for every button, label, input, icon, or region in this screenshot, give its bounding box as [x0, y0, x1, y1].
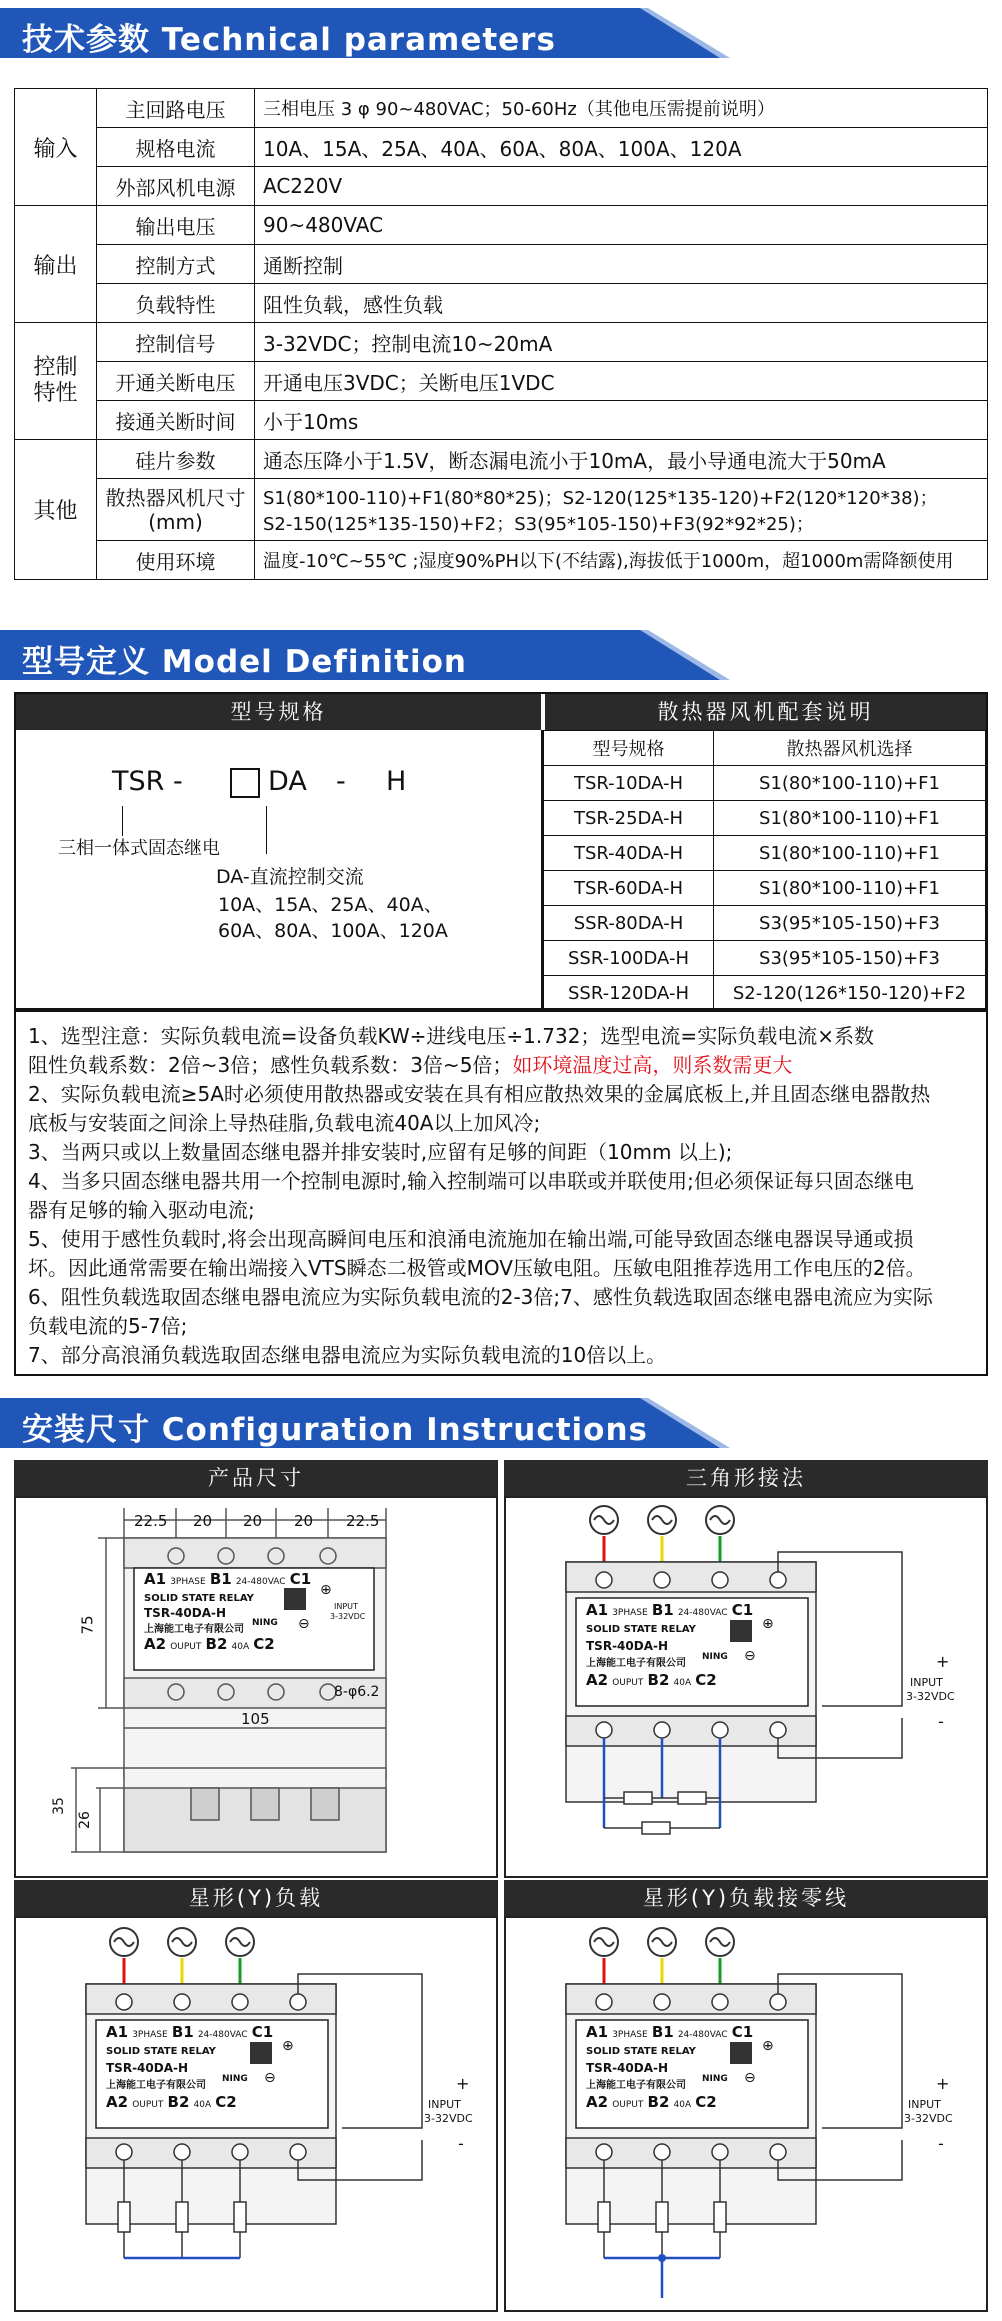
relay-label-small: A1 3PHASE B1 24-480VAC C1 SOLID STATE RELAY TSR-40DA-H 上海能工电子有限公司 A2 OUPUT B2 40A C2: [144, 1570, 312, 1653]
section-header-tech: [0, 0, 1002, 66]
plus-sign: +: [936, 1652, 950, 1671]
param-key: 散热器风机尺寸(mm): [97, 479, 255, 541]
panel-star: [14, 1916, 498, 2312]
param-key: 硅片参数: [97, 440, 255, 479]
note-line: 底板与安装面之间涂上导热硅脂,负载电流40A以上加风冷;: [28, 1111, 541, 1135]
vdc-label: 3-32VDC: [904, 2112, 953, 2125]
model-left-title: 型号规格: [16, 694, 541, 730]
heatsink-row: [544, 941, 986, 976]
section-header-install: [0, 1390, 1002, 1456]
dim-hole: 8-φ6.2: [334, 1684, 380, 1700]
param-row: [15, 206, 988, 245]
section-title: 型号定义 Model Definition: [22, 644, 467, 680]
param-value: AC220V: [255, 167, 988, 206]
heatsink-cell: TSR-25DA-H: [544, 801, 714, 836]
param-value: 通态压降小于1.5V，断态漏电流小于10mA，最小导通电流大于50mA: [255, 440, 988, 479]
param-row: [15, 479, 988, 541]
relay-label: A1 3PHASE B1 24-480VAC C1 SOLID STATE RELAY TSR-40DA-H 上海能工电子有限公司 A2 OUPUT B2 40A C2: [586, 1601, 754, 1689]
param-row: [15, 440, 988, 479]
dim-label: 22.5: [346, 1512, 380, 1530]
dim-height: 75: [78, 1615, 97, 1635]
heatsink-cell: S2-120(126*150-120)+F2: [714, 976, 986, 1011]
install-header-row-1: [14, 1460, 988, 1496]
dim-width: 105: [241, 1710, 270, 1728]
input-label: INPUT: [334, 1602, 358, 1611]
vdc-label: 3-32VDC: [330, 1612, 366, 1621]
param-row: [15, 167, 988, 206]
plus-terminal-icon: ⊕: [762, 2038, 774, 2054]
dim-26: 26: [76, 1811, 93, 1829]
param-key: 接通关断时间: [97, 401, 255, 440]
param-key: 规格电流: [97, 128, 255, 167]
plus-terminal-icon: ⊕: [282, 2038, 294, 2054]
heatsink-head-cell: 散热器风机选择: [714, 731, 986, 766]
param-key: 外部风机电源: [97, 167, 255, 206]
heatsink-table: [543, 730, 986, 1011]
param-row: [15, 323, 988, 362]
model-definition: [14, 692, 988, 1010]
param-row: [15, 89, 988, 128]
note-line: 坏。因此通常需要在输出端接入VTS瞬态二极管或MOV压敏电阻。压敏电阻推荐选用工作电压的2倍。: [28, 1256, 926, 1280]
dim-35: 35: [50, 1797, 67, 1815]
param-value: 阻性负载，感性负载: [255, 284, 988, 323]
heatsink-row: [544, 906, 986, 941]
heatsink-cell: TSR-10DA-H: [544, 766, 714, 801]
param-value: [255, 479, 988, 541]
params-table: [14, 88, 988, 580]
heatsink-row: [544, 766, 986, 801]
heatsink-cell: S1(80*100-110)+F1: [714, 801, 986, 836]
input-label: INPUT: [908, 2098, 941, 2111]
panel-title-dimensions: 产品尺寸: [14, 1460, 498, 1496]
param-value: 三相电压 3 φ 90~480VAC；50-60Hz（其他电压需提前说明）: [255, 89, 988, 128]
panel-delta: [504, 1496, 988, 1878]
dim-label: 20: [294, 1512, 314, 1530]
minus-terminal-icon: ⊖: [298, 1616, 310, 1632]
param-group: 其他: [15, 440, 97, 580]
section-header-model: [0, 622, 1002, 688]
currents-line-2: 60A、80A、100A、120A: [218, 920, 448, 942]
minus-sign: -: [938, 2134, 944, 2153]
note-line: 3、当两只或以上数量固态继电器并排安装时,应留有足够的间距（10mm 以上);: [28, 1140, 733, 1164]
panel-title-star-neutral: 星形(Y)负载接零线: [504, 1880, 988, 1916]
param-group: 输出: [15, 206, 97, 323]
param-group: 输入: [15, 89, 97, 206]
note-line: 2、实际负载电流≥5A时必须使用散热器或安装在具有相应散热效果的金属底板上,并且固态继电器散热: [28, 1082, 931, 1106]
plus-sign: +: [936, 2074, 950, 2093]
vdc-label: 3-32VDC: [424, 2112, 473, 2125]
param-value: 温度-10℃~55℃ ;湿度90%PH以下(不结露),海拔低于1000m，超1000m需降额使用: [255, 541, 988, 580]
param-value: 10A、15A、25A、40A、60A、80A、100A、120A: [255, 128, 988, 167]
param-row: [15, 401, 988, 440]
param-value: 小于10ms: [255, 401, 988, 440]
param-value: 开通电压3VDC；关断电压1VDC: [255, 362, 988, 401]
heatsink-cell: TSR-40DA-H: [544, 836, 714, 871]
heatsink-head-row: [544, 731, 986, 766]
param-row: [15, 362, 988, 401]
heatsink-cell: S1(80*100-110)+F1: [714, 766, 986, 801]
model-right-title: 散热器风机配套说明: [543, 694, 986, 730]
note-line: 器有足够的输入驱动电流;: [28, 1198, 255, 1222]
code-mid: DA: [268, 766, 307, 797]
brand-logo: NING: [222, 2074, 248, 2084]
note-line: 4、当多只固态继电器共用一个控制电源时,输入控制端可以串联或并联使用;但必须保证每只固态继电: [28, 1169, 914, 1193]
install-header-row-2: [14, 1880, 988, 1916]
param-key: 控制信号: [97, 323, 255, 362]
relay-label: A1 3PHASE B1 24-480VAC C1 SOLID STATE RELAY TSR-40DA-H 上海能工电子有限公司 A2 OUPUT B2 40A C2: [586, 2023, 754, 2111]
heatsink-row: [544, 976, 986, 1011]
param-row: [15, 284, 988, 323]
param-row: [15, 128, 988, 167]
heatsink-cell: SSR-100DA-H: [544, 941, 714, 976]
panel-star-neutral: [504, 1916, 988, 2312]
code-prefix: TSR -: [112, 766, 183, 797]
param-key: 负载特性: [97, 284, 255, 323]
param-key: 开通关断电压: [97, 362, 255, 401]
vdc-label: 3-32VDC: [906, 1690, 955, 1703]
param-row: [15, 541, 988, 580]
currents-line-1: 10A、15A、25A、40A、: [218, 894, 443, 916]
input-label: INPUT: [428, 2098, 461, 2111]
note-line: 5、使用于感性负载时,将会出现高瞬间电压和浪涌电流施加在输出端,可能导致固态继电器误导通或损: [28, 1227, 914, 1251]
param-key: 控制方式: [97, 245, 255, 284]
note-line: 负载电流的5-7倍;: [28, 1314, 188, 1338]
note-warning: 如环境温度过高，则系数需更大: [512, 1053, 793, 1077]
note-line: 7、部分高浪涌负载选取固态继电器电流应为实际负载电流的10倍以上。: [28, 1343, 667, 1367]
param-key: 主回路电压: [97, 89, 255, 128]
param-row: [15, 245, 988, 284]
heatsink-head-cell: 型号规格: [544, 731, 714, 766]
panel-title-star: 星形(Y)负载: [14, 1880, 498, 1916]
param-value: 90~480VAC: [255, 206, 988, 245]
dim-label: 20: [243, 1512, 263, 1530]
minus-terminal-icon: ⊖: [744, 2070, 756, 2086]
note-line: 6、阻性负载选取固态继电器电流应为实际负载电流的2-3倍;7、感性负载选取固态继电器电流应为实际: [28, 1285, 933, 1309]
heatsink-cell: S3(95*105-150)+F3: [714, 941, 986, 976]
heatsink-cell: SSR-80DA-H: [544, 906, 714, 941]
heatsink-cell: TSR-60DA-H: [544, 871, 714, 906]
param-key: 使用环境: [97, 541, 255, 580]
brand-logo: NING: [702, 1652, 728, 1662]
dim-label: 22.5: [134, 1512, 168, 1530]
param-value-line: S1(80*100-110)+F1(80*80*25)；S2-120(125*135-120)+F2(120*120*38)；: [263, 487, 938, 509]
heatsink-cell: S1(80*100-110)+F1: [714, 836, 986, 871]
minus-sign: -: [458, 2134, 464, 2153]
code-suffix: H: [386, 766, 407, 797]
param-value-line: S2-150(125*135-150)+F2；S3(95*105-150)+F3(92*92*25)；: [263, 513, 814, 535]
section-title: 安装尺寸 Configuration Instructions: [22, 1412, 648, 1448]
minus-terminal-icon: ⊖: [744, 1648, 756, 1664]
heatsink-cell: S3(95*105-150)+F3: [714, 906, 986, 941]
note-line: 阻性负载系数：2倍~3倍；感性负载系数：3倍~5倍；如环境温度过高，则系数需更大: [28, 1053, 793, 1077]
label-da: DA-直流控制交流: [216, 866, 364, 888]
label-three-phase: 三相一体式固态继电: [58, 838, 220, 859]
code-dash: -: [336, 766, 346, 797]
plus-terminal-icon: ⊕: [762, 1616, 774, 1632]
panel-dimensions: [14, 1496, 498, 1878]
heatsink-row: [544, 801, 986, 836]
relay-label: A1 3PHASE B1 24-480VAC C1 SOLID STATE RELAY TSR-40DA-H 上海能工电子有限公司 A2 OUPUT B2 40A C2: [106, 2023, 274, 2111]
section-title: 技术参数 Technical parameters: [22, 22, 556, 58]
note-line: 1、选型注意：实际负载电流=设备负载KW÷进线电压÷1.732；选型电流=实际负载电流×系数: [28, 1024, 874, 1048]
heatsink-row: [544, 836, 986, 871]
dim-label: 20: [193, 1512, 213, 1530]
brand-logo: NING: [702, 2074, 728, 2084]
brand-logo: NING: [252, 1618, 278, 1628]
param-key: 输出电压: [97, 206, 255, 245]
selection-notes: [14, 1010, 988, 1376]
input-label: INPUT: [910, 1676, 943, 1689]
param-value: 3-32VDC；控制电流10~20mA: [255, 323, 988, 362]
param-value: 通断控制: [255, 245, 988, 284]
plus-sign: +: [456, 2074, 470, 2093]
heatsink-cell: S1(80*100-110)+F1: [714, 871, 986, 906]
code-box: [230, 768, 260, 798]
plus-terminal-icon: ⊕: [320, 1582, 332, 1598]
param-group: 控制特性: [15, 323, 97, 440]
heatsink-cell: SSR-120DA-H: [544, 976, 714, 1011]
heatsink-row: [544, 871, 986, 906]
minus-sign: -: [938, 1712, 944, 1731]
panel-title-delta: 三角形接法: [504, 1460, 988, 1496]
minus-terminal-icon: ⊖: [264, 2070, 276, 2086]
